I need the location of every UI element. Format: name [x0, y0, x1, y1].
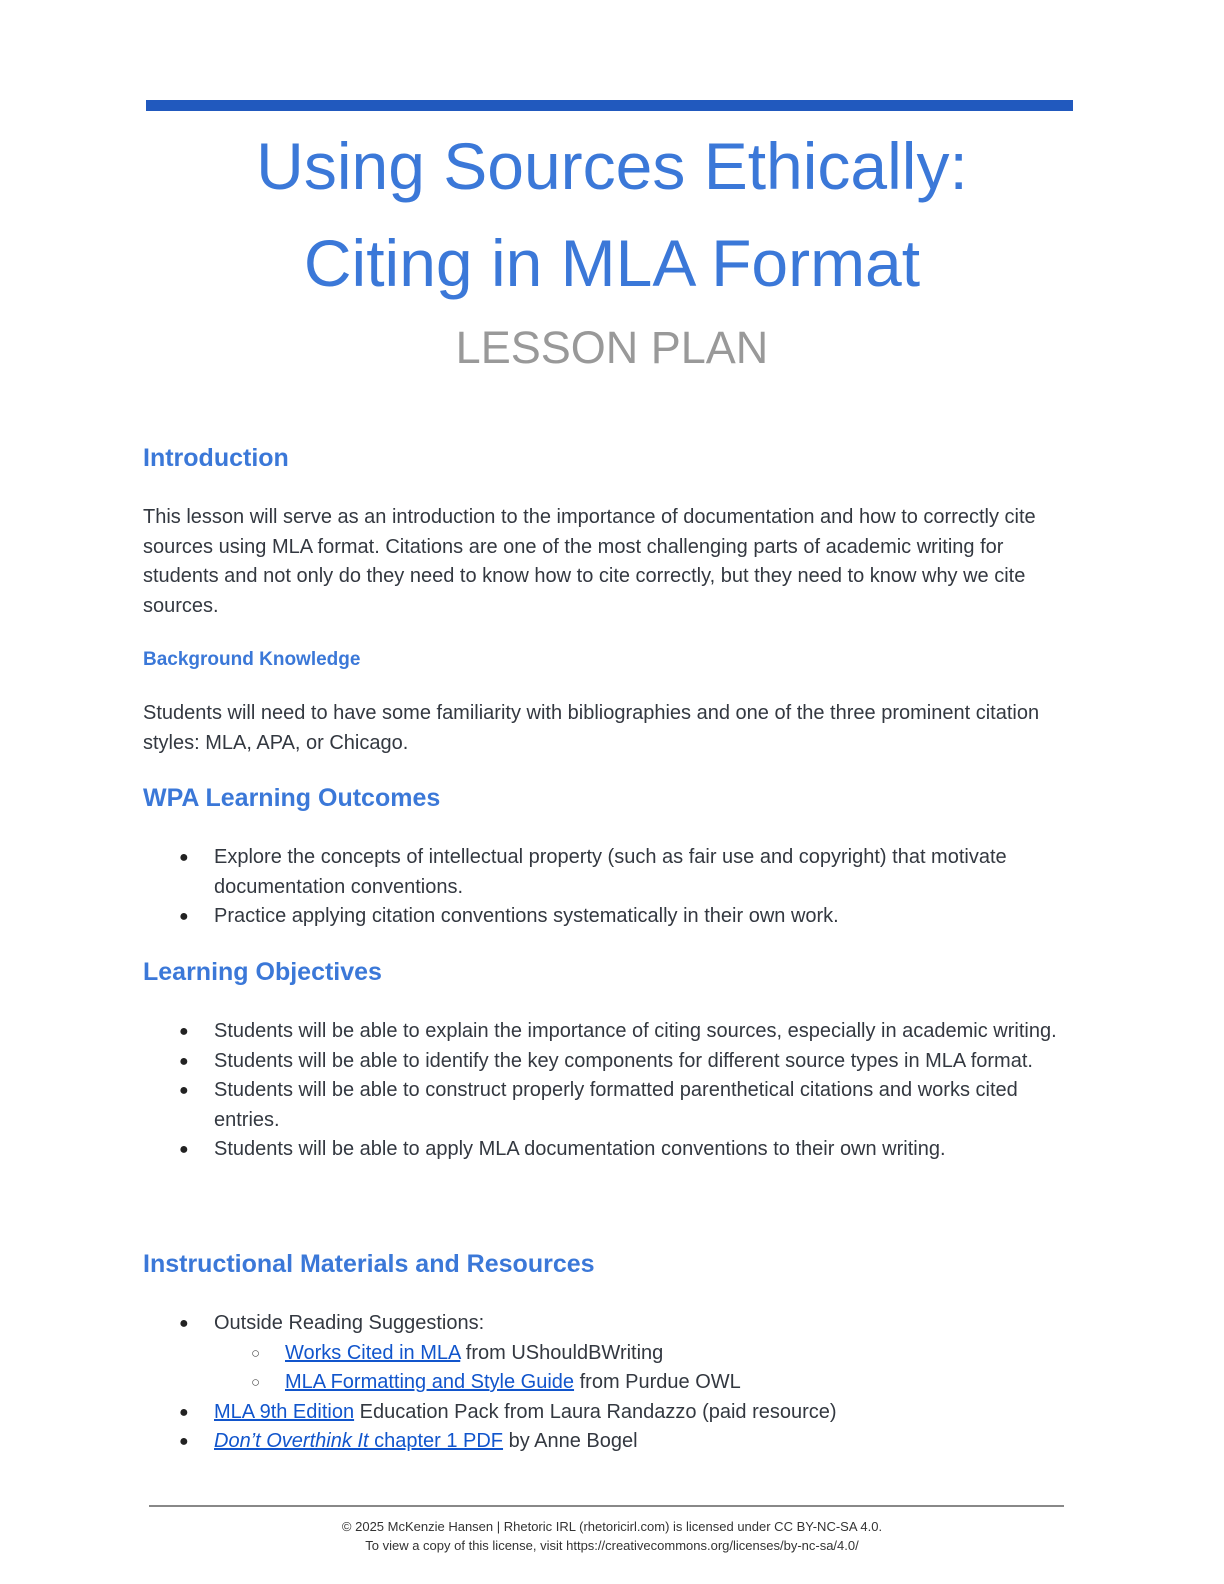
list-item: ● Outside Reading Suggestions: ○ Works Cited in MLA from UShouldBWriting ○ MLA Formatting and Style Guide from Purdue OWL — [143, 1309, 1078, 1398]
list-item: ● Explore the concepts of intellectual property (such as fair use and copyright) that motivate documentation conventions. — [143, 843, 1078, 902]
mla-formatting-style-guide-link[interactable]: MLA Formatting and Style Guide — [285, 1371, 575, 1394]
bullet-icon: ● — [179, 1082, 189, 1100]
footer-rule — [149, 1505, 1064, 1507]
bullet-icon: ● — [179, 1433, 189, 1451]
bullet-icon: ● — [179, 1052, 189, 1070]
outside-reading-sublist — [214, 1339, 1078, 1398]
footer-license-line-2: To view a copy of this license, visit https://creativecommons.org/licenses/by-nc-sa/4.0/ — [365, 1538, 859, 1553]
heading-background-knowledge: Background Knowledge — [143, 649, 361, 670]
bullet-icon: ● — [179, 1403, 189, 1421]
header-rule — [146, 100, 1073, 111]
bullet-icon: ● — [179, 1315, 189, 1332]
list-item: ● MLA 9th Edition Education Pack from Laura Randazzo (paid resource) — [143, 1398, 1078, 1428]
heading-instructional-materials: Instructional Materials and Resources — [143, 1250, 595, 1278]
learning-objectives-list — [143, 1017, 1078, 1165]
hollow-bullet-icon: ○ — [251, 1344, 261, 1362]
bullet-icon: ● — [179, 849, 189, 866]
document-title-line-2: Citing in MLA Format — [303, 226, 921, 300]
background-text: Students will need to have some familiarity with bibliographies and one of the three prominent citation styles: MLA, APA, or Chicago. — [143, 702, 1040, 754]
bullet-icon: ● — [179, 908, 189, 926]
mla-9th-edition-link[interactable]: MLA 9th Edition — [214, 1400, 355, 1423]
heading-learning-objectives: Learning Objectives — [143, 958, 382, 986]
materials-list — [143, 1309, 1078, 1457]
list-item: ● Students will be able to explain the importance of citing sources, especially in academic writing. — [143, 1017, 1078, 1047]
hollow-bullet-icon: ○ — [251, 1374, 261, 1392]
list-item: ● Students will be able to identify the key components for different source types in MLA format. — [143, 1047, 1078, 1077]
document-subtitle: LESSON PLAN — [455, 322, 769, 373]
heading-introduction: Introduction — [143, 444, 289, 472]
list-item: ○ Works Cited in MLA from UShouldBWriting — [214, 1339, 1078, 1369]
footer-license-line-1: © 2025 McKenzie Hansen | Rhetoric IRL (rhetoricirl.com) is licensed under CC BY-NC-SA 4.0. — [341, 1519, 883, 1534]
list-item: ● Don’t Overthink It chapter 1 PDF by Anne Bogel — [143, 1427, 1078, 1457]
bullet-icon: ● — [179, 1023, 189, 1040]
wpa-outcomes-list — [143, 843, 1078, 932]
introduction-text: This lesson will serve as an introduction to the importance of documentation and how to correctly cite sources using MLA format. Citations are one of the most challenging parts of academic writing for students and not only do they need to know how to cite correctly, but they need to know why we cite sources. — [143, 506, 1036, 617]
heading-wpa-outcomes: WPA Learning Outcomes — [143, 784, 441, 812]
list-item: ● Students will be able to construct properly formatted parenthetical citations and works cited entries. — [143, 1076, 1078, 1135]
bullet-icon: ● — [179, 1141, 189, 1159]
list-item: ○ MLA Formatting and Style Guide from Purdue OWL — [214, 1368, 1078, 1398]
document-title-line-1: Using Sources Ethically: — [256, 129, 968, 203]
list-item: ● Students will be able to apply MLA documentation conventions to their own writing. — [143, 1135, 1078, 1165]
dont-overthink-it-pdf-link[interactable]: Don’t Overthink It chapter 1 PDF — [214, 1430, 504, 1453]
works-cited-in-mla-link[interactable]: Works Cited in MLA — [285, 1341, 461, 1364]
list-item: ● Practice applying citation conventions systematically in their own work. — [143, 902, 1078, 932]
